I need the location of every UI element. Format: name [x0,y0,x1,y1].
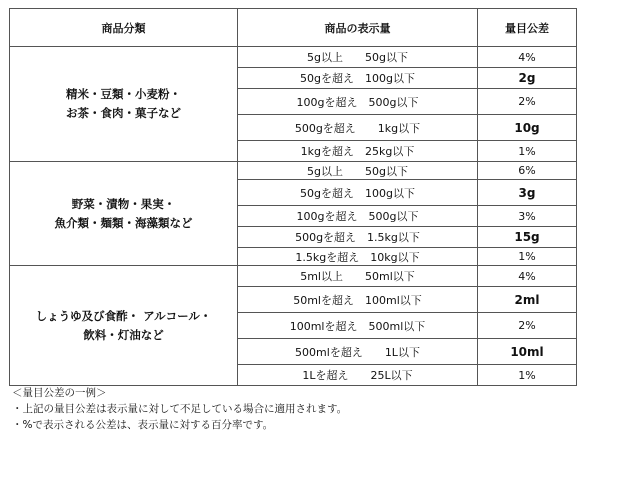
category-line: 精米・豆類・小麦粉・ [66,87,181,101]
quantity-cell: 1Lを超え 25L以下 [238,365,478,386]
notes-section [12,385,612,433]
table-row [10,162,577,180]
note-item: ・上記の量目公差は表示量に対して不足している場合に適用されます。 [12,403,348,415]
quantity-cell: 50mlを超え 100ml以下 [238,287,478,313]
table-row [10,47,577,68]
tolerance-cell: 2% [478,89,577,115]
category-line: 飲料・灯油など [83,327,164,342]
tolerance-cell: 1% [478,365,577,386]
notes-heading: ＜量目公差の一例＞ [12,387,107,399]
tolerance-cell: 10ml [478,339,577,365]
category-cell [10,47,238,162]
tolerance-cell: 15g [478,227,577,248]
table-row [10,266,577,287]
tolerance-cell: 2ml [478,287,577,313]
quantity-cell: 1.5kgを超え 10kg以下 [238,248,478,266]
category-line: 魚介類・麺類・海藻類など [54,215,193,230]
quantity-cell: 5g以上 50g以下 [238,47,478,68]
tolerance-cell: 2% [478,313,577,339]
category-cell [10,162,238,266]
tolerance-cell: 2g [478,68,577,89]
tolerance-table [9,8,577,386]
quantity-cell: 100gを超え 500g以下 [238,206,478,227]
quantity-cell: 500mlを超え 1L以下 [238,339,478,365]
quantity-cell: 5ml以上 50ml以下 [238,266,478,287]
tolerance-cell: 6% [478,162,577,180]
category-line: しょうゆ及び食酢・ アルコール・ [35,308,212,323]
tolerance-cell: 3g [478,180,577,206]
header-row [10,9,577,47]
tolerance-cell: 4% [478,266,577,287]
tolerance-cell: 1% [478,248,577,266]
quantity-cell: 1kgを超え 25kg以下 [238,141,478,162]
quantity-cell: 50gを超え 100g以下 [238,180,478,206]
note-item: ・%で表示される公差は、表示量に対する百分率です。 [12,419,274,431]
tolerance-cell: 10g [478,115,577,141]
quantity-cell: 5g以上 50g以下 [238,162,478,180]
quantity-cell: 500gを超え 1kg以下 [238,115,478,141]
category-cell [10,266,238,386]
quantity-cell: 100gを超え 500g以下 [238,89,478,115]
quantity-cell: 500gを超え 1.5kg以下 [238,227,478,248]
category-line: お茶・食肉・菓子など [66,106,181,120]
header-quantity: 商品の表示量 [238,9,478,47]
table-body [10,47,577,386]
quantity-cell: 50gを超え 100g以下 [238,68,478,89]
quantity-cell: 100mlを超え 500ml以下 [238,313,478,339]
header-category: 商品分類 [10,9,238,47]
tolerance-cell: 3% [478,206,577,227]
category-line: 野菜・漬物・果実・ [71,196,176,211]
tolerance-cell: 1% [478,141,577,162]
tolerance-cell: 4% [478,47,577,68]
header-tolerance: 量目公差 [478,9,577,47]
